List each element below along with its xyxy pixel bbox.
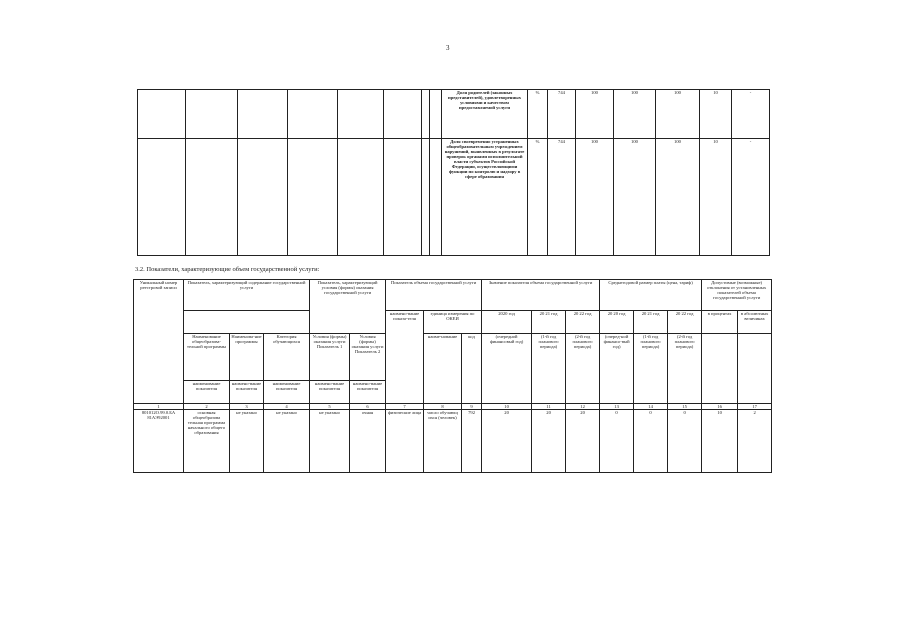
page-number: 3 (446, 44, 450, 52)
header-deviation-absolute: в абсолютных величинах (738, 311, 772, 334)
unit: % (528, 139, 548, 256)
column-number: 10 (482, 404, 532, 410)
header-student-category: Категория обучающихся (264, 334, 310, 381)
data-cell: не указано (264, 410, 310, 473)
column-number: 9 (462, 404, 482, 410)
section-title: 3.2. Показатели, характеризующие объем государственной услуги: (135, 266, 320, 273)
indicator-name: Доля своевременно устраненных общеобразовательным учреждением нарушений, выявленных в результате проверок органами исполнительной власти субъектов Российской Федерации, осуществляющими функции по контролю и надзору в сфере образования (442, 139, 528, 256)
header-unique-number: Уникальный номер реестровой записи (134, 280, 184, 404)
header-fee-2021-note: (1-й год планового периода) (634, 334, 668, 404)
data-cell: основная общеобразова тельная программа начального общего образования (184, 410, 230, 473)
header-deviation: Допустимые (возможные) отклонения от установленных показателей объема государственной услуги (702, 280, 772, 311)
header-fee-2020-note: (очеред-ной финансо-вый год) (600, 334, 634, 404)
data-cell: 801012О.99.0.БА 81АЭ92001 (134, 410, 184, 473)
column-number: 3 (230, 404, 264, 410)
header-year-2022-note: (2-й год планового периода) (566, 334, 600, 404)
column-number: 7 (386, 404, 424, 410)
data-cell: 20 (532, 410, 566, 473)
value-2020: 100 (576, 139, 614, 256)
data-cell: не указано (230, 410, 264, 473)
column-number: 16 (702, 404, 738, 410)
header-deviation-percent: в процентах (702, 311, 738, 334)
header-name-indicator: наимено-вание показателя (350, 381, 386, 404)
header-conditions: Показатель, характеризующий условия (формы) оказания государственной услуги (310, 280, 386, 334)
column-number: 4 (264, 404, 310, 410)
header-condition-1: Условия (формы) оказания услуги Показатель 1 (310, 334, 350, 381)
header-year-2021-note: (1-й год планового периода) (532, 334, 566, 404)
value-2021: 100 (614, 90, 656, 139)
header-name-indicator: наимено-вание показателя (230, 381, 264, 404)
header-unit: единица измерения по ОКЕИ (424, 311, 482, 334)
header-program-type: Наименование общеобразова-тельной программы (184, 334, 230, 381)
column-number: 17 (738, 404, 772, 410)
header-year-2020-note: (очередной финансовый год) (482, 334, 532, 404)
data-cell: число обучающ ихся (человек) (424, 410, 462, 473)
data-cell: 10 (702, 410, 738, 473)
data-cell: 0 (600, 410, 634, 473)
unit: % (528, 90, 548, 139)
header-year-2020: 2020 год (482, 311, 532, 334)
deviation-absolute: - (732, 90, 770, 139)
column-number: 14 (634, 404, 668, 410)
header-unit-code: код (462, 334, 482, 404)
header-content: Показатель, характеризующий содержание государственной услуги (184, 280, 310, 311)
data-cell: не указано (310, 410, 350, 473)
header-program-name: Наименова-ние программы (230, 334, 264, 381)
header-fee-2022-note: (2-й год планового периода) (668, 334, 702, 404)
indicator-name: Доля родителей (законных представителей), удовлетворенных условиями и качеством предоставляемой услуги (442, 90, 528, 139)
deviation-absolute: - (732, 139, 770, 256)
header-year-2021: 20 21 год (532, 311, 566, 334)
data-cell: 20 (482, 410, 532, 473)
header-volume: Показатель объема государственной услуги (386, 280, 482, 311)
header-value: Значение показателя объема государственной услуги (482, 280, 600, 311)
okei-code: 744 (548, 139, 576, 256)
header-fee-2021: 20 21 год (634, 311, 668, 334)
header-fee-2022: 20 22 год (668, 311, 702, 334)
column-number: 5 (310, 404, 350, 410)
column-number: 13 (600, 404, 634, 410)
header-fee-2020: 20 20 год (600, 311, 634, 334)
header-year-2022: 20 22 год (566, 311, 600, 334)
okei-code: 744 (548, 90, 576, 139)
data-cell: физические лица (386, 410, 424, 473)
table-row (138, 90, 770, 139)
column-number: 11 (532, 404, 566, 410)
column-number: 1 (134, 404, 184, 410)
data-cell: очная (350, 410, 386, 473)
header-indicator-name: наимено-вание показа-теля (386, 311, 424, 404)
table-row (134, 410, 772, 473)
data-cell: 2 (738, 410, 772, 473)
header-unit-name: наиме-нование (424, 334, 462, 404)
value-2022: 100 (656, 139, 700, 256)
column-number: 15 (668, 404, 702, 410)
data-cell: 0 (668, 410, 702, 473)
header-condition-2: Условия (формы) оказания услуги Показатель 2 (350, 334, 386, 381)
table-row (138, 139, 770, 256)
column-number: 12 (566, 404, 600, 410)
value-2020: 100 (576, 90, 614, 139)
value-2022: 100 (656, 90, 700, 139)
volume-indicators-table (133, 279, 772, 473)
deviation-percent: 10 (700, 90, 732, 139)
data-cell: 20 (566, 410, 600, 473)
header-fee: Среднегодовой размер платы (цена, тариф) (600, 280, 702, 311)
column-number: 8 (424, 404, 462, 410)
column-number: 2 (184, 404, 230, 410)
deviation-percent: 10 (700, 139, 732, 256)
value-2021: 100 (614, 139, 656, 256)
quality-indicators-table (137, 89, 770, 256)
header-name-indicator: наимено-вание показателя (310, 381, 350, 404)
header-name-indicator: наименование показателя (184, 381, 230, 404)
data-cell: 792 (462, 410, 482, 473)
header-name-indicator: наименование показателя (264, 381, 310, 404)
column-number: 6 (350, 404, 386, 410)
data-cell: 0 (634, 410, 668, 473)
